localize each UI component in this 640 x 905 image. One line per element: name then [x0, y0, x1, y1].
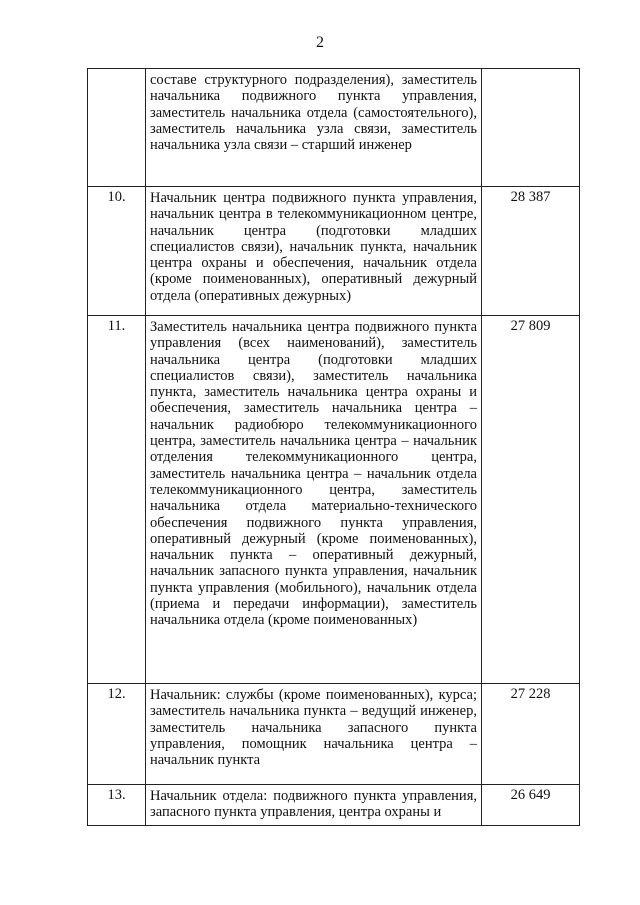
salary-cell: [482, 785, 580, 826]
row-number: 13.: [107, 787, 126, 803]
page-number: 2: [316, 34, 324, 51]
position-text: Начальник отдела: подвижного пункта управления, запасного пункта управления, центра охраны и: [150, 788, 477, 821]
row-number-cell: [88, 316, 146, 684]
salary-table: [87, 68, 580, 826]
row-number: 10.: [107, 189, 126, 205]
row-number: [88, 69, 145, 71]
salary-value: 27 809: [510, 318, 551, 334]
table-row: [88, 316, 580, 684]
salary-value: 28 387: [510, 189, 551, 205]
position-cell: [146, 684, 482, 785]
salary-value: [482, 69, 579, 71]
table-row: [88, 785, 580, 826]
position-text: Заместитель начальника центра подвижного пункта управления (всех наименований), заместитель начальника центра (подготовки младших специалистов связи), заместитель начальника пункта, заместитель начальника центра охраны и обеспечения, заместитель начальника центра – начальник радиобюро телекоммуникационного центра, заместитель начальника центра – начальник отделения телекоммуникационного центра, заместитель начальника центра – начальник отдела телекоммуникационного центра, заместитель начальника отдела материально-технического обеспечения подвижного пункта управления, оперативный дежурный (кроме поименованных), начальник пункта – оперативный дежурный, начальник запасного пункта управления, начальник пункта управления (мобильного), начальник отдела (приема и передачи информации), заместитель начальника отдела (кроме поименованных): [150, 319, 477, 629]
row-number: 12.: [107, 686, 126, 702]
salary-cell: [482, 684, 580, 785]
row-number: 11.: [107, 318, 126, 334]
salary-value: 27 228: [510, 686, 551, 702]
table-row: [88, 684, 580, 785]
row-number-cell: [88, 69, 146, 187]
position-cell: [146, 69, 482, 187]
salary-cell: [482, 316, 580, 684]
salary-cell: [482, 187, 580, 316]
position-text: Начальник центра подвижного пункта управления, начальник центра в телекоммуникационном центре, начальник центра (подготовки младших специалистов связи), начальник пункта, начальник центра охраны и обеспечения, начальник отдела (кроме поименованных), оперативный дежурный отдела (оперативных дежурных): [150, 190, 477, 304]
position-text: составе структурного подразделения), заместитель начальника подвижного пункта управления, заместитель начальника отдела (самостоятельного), заместитель начальника узла связи, заместитель начальника узла связи – старший инженер: [150, 72, 477, 154]
position-text: Начальник: службы (кроме поименованных), курса; заместитель начальника пункта – ведущий инженер, заместитель начальника запасного пункта управления, помощник начальника центра – начальник пункта: [150, 687, 477, 769]
position-cell: [146, 316, 482, 684]
row-number-cell: [88, 684, 146, 785]
salary-value: 26 649: [510, 787, 551, 803]
table-row: [88, 69, 580, 187]
salary-cell: [482, 69, 580, 187]
row-number-cell: [88, 187, 146, 316]
table-row: [88, 187, 580, 316]
position-cell: [146, 187, 482, 316]
row-number-cell: [88, 785, 146, 826]
position-cell: [146, 785, 482, 826]
